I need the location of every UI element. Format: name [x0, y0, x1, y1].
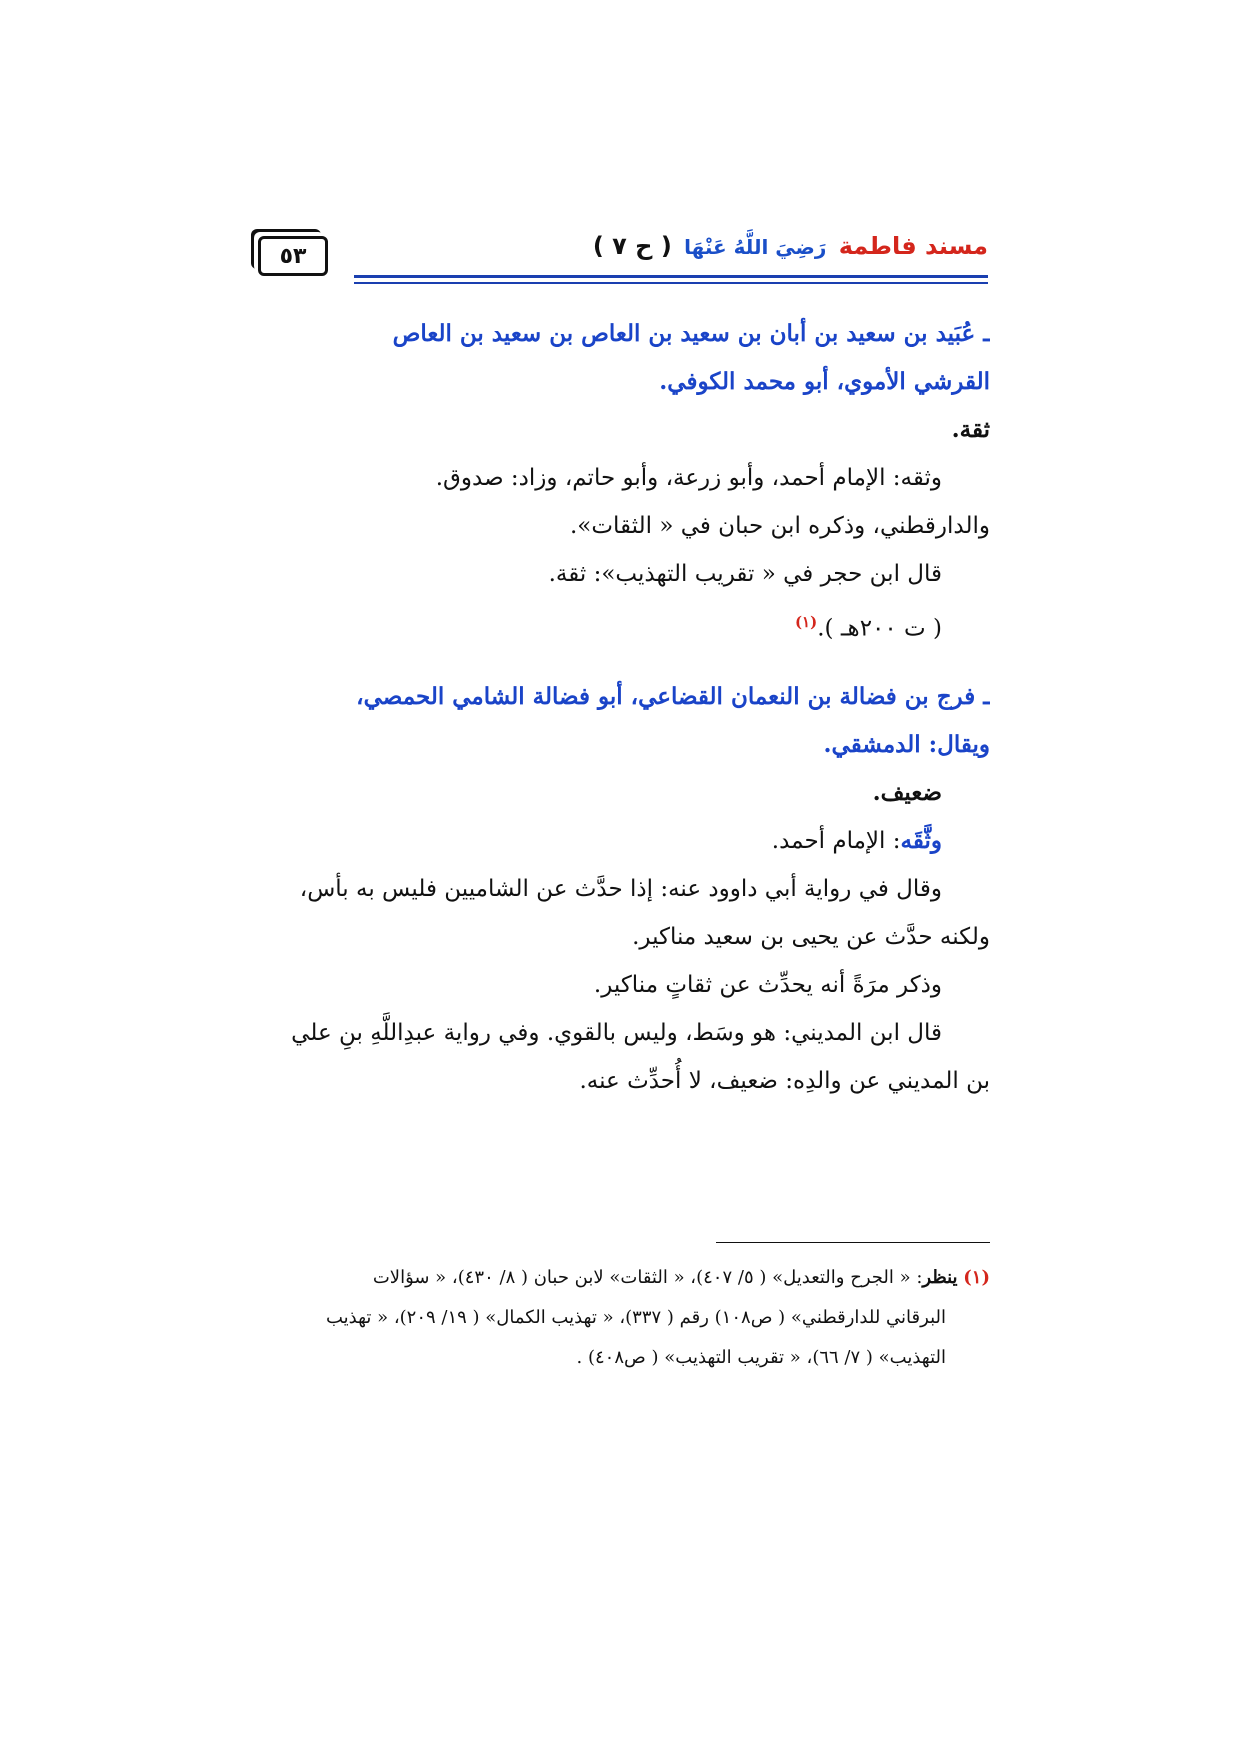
running-title [593, 232, 988, 260]
death-date-line [250, 598, 990, 653]
paragraph-line: وذكر مرَةً أنه يحدِّث عن ثقاتٍ مناكير. [593, 971, 942, 998]
death-date: ( ت ٢٠٠هـ ). [817, 615, 942, 642]
paragraph-line: وثقه: الإمام أحمد، وأبو زرعة، وأبو حاتم، وزاد: صدوق. [435, 465, 942, 491]
page-number: ٥٣ [258, 236, 328, 276]
header-rule [354, 275, 988, 278]
narrator-verdict: ضعيف. [872, 778, 942, 806]
footnote-text: البرقاني للدارقطني» ( ص١٠٨) رقم ( ٣٣٧)، « تهذيب الكمال» ( ١٩/ ٢٠٩)، « تهذيب [325, 1307, 946, 1328]
paragraph-line: ولكنه حدَّث عن يحيى بن سعيد مناكير. [632, 923, 990, 950]
footnote-label: ينظر [922, 1267, 958, 1288]
running-title-honorific: رَضِيَ اللَّهُ عَنْهَا [684, 235, 827, 259]
footnote-separator [716, 1242, 990, 1243]
header-rule-secondary [354, 282, 988, 284]
page-header [258, 232, 988, 292]
footnote-text: التهذيب» ( ٧/ ٦٦)، « تقريب التهذيب» ( ص٤٠٨) . [576, 1347, 946, 1368]
running-title-part: ( ح ٧ ) [592, 232, 672, 260]
tawthiq-line [250, 817, 990, 865]
footnote-marker: (١) [963, 1267, 990, 1288]
narrator-verdict: ثقة. [951, 416, 990, 443]
footnote-text: : « الجرح والتعديل» ( ٥/ ٤٠٧)، « الثقات» لابن حبان ( ٨/ ٤٣٠)، « سؤالات [372, 1267, 923, 1288]
footnote-reference[interactable]: (١) [794, 613, 818, 631]
paragraph-line: والدارقطني، وذكره ابن حبان في « الثقات». [570, 513, 990, 539]
narrator-name-line: ـ عُبَيد بن سعيد بن أبان بن سعيد بن العاص بن سعيد بن العاص [392, 320, 990, 347]
tawthiq-label: وثَّقَه [900, 826, 942, 854]
footnote-first-line [250, 1258, 990, 1298]
narrator-name-line: القرشي الأموي، أبو محمد الكوفي. [659, 368, 990, 395]
running-title-name: مسند فاطمة [838, 232, 988, 260]
narrator-name-line: ـ فرج بن فضالة بن النعمان القضاعي، أبو فضالة الشامي الحمصي، [356, 682, 990, 710]
paragraph-line: بن المديني عن والدِه: ضعيف، لا أُحدِّث عنه. [579, 1067, 990, 1094]
narrator-name-line: ويقال: الدمشقي. [823, 730, 990, 758]
paragraph-line: قال ابن حجر في « تقريب التهذيب»: ثقة. [548, 561, 942, 587]
paragraph-line: قال ابن المديني: هو وسَط، وليس بالقوي. وفي رواية عبدِاللَّهِ بنِ علي [291, 1019, 942, 1046]
main-text [250, 310, 990, 1105]
tawthiq-rest: : الإمام أحمد. [771, 827, 901, 854]
paragraph-line: وقال في رواية أبي داوود عنه: إذا حدَّث عن الشاميين فليس به بأس، [299, 875, 942, 902]
entry-spacer [250, 653, 990, 673]
footnotes [250, 1258, 990, 1378]
